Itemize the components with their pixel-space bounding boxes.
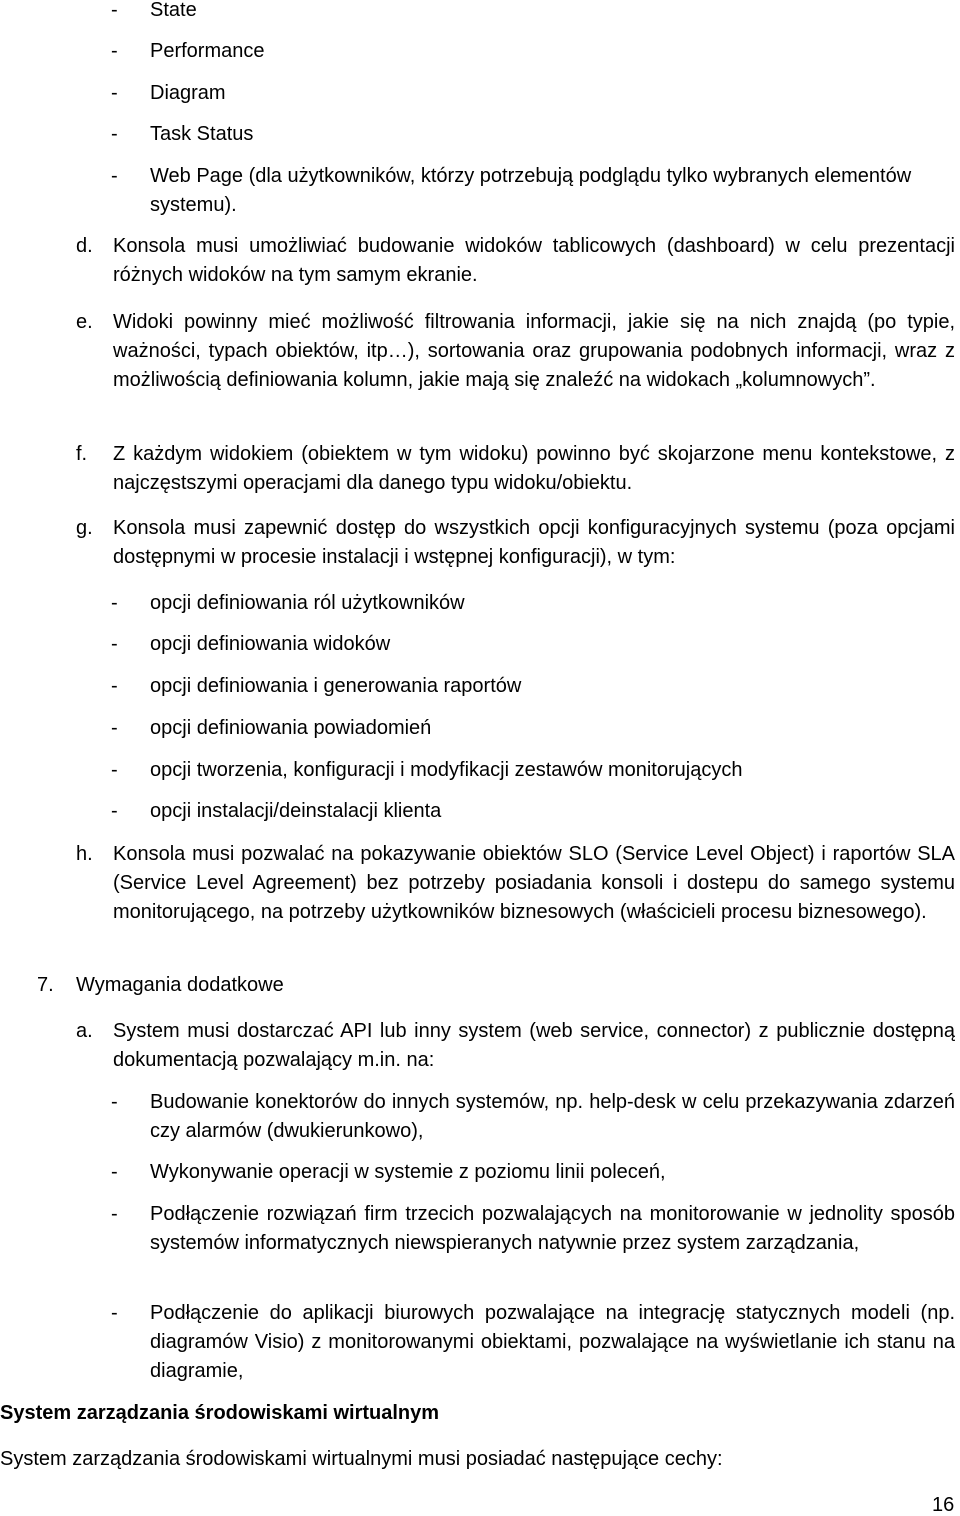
dash-marker: - (111, 592, 118, 614)
dash-marker: - (111, 1302, 118, 1324)
list-item: opcji definiowania widoków (150, 633, 391, 655)
dash-marker: - (111, 1203, 118, 1225)
list-item: Diagram (150, 82, 226, 104)
list-item: Podłączenie do aplikacji biurowych pozwalające na integrację statycznych modeli (np. diagramów Visio) z monitorowanymi obiektami, pozwalające na wyświetlanie ich stanu na diagramie, (150, 1302, 955, 1382)
section-title: Wymagania dodatkowe (76, 974, 284, 996)
list-item: opcji definiowania ról użytkowników (150, 592, 465, 614)
paragraph-g: Konsola musi zapewnić dostęp do wszystkich opcji konfiguracyjnych systemu (poza opcjami dostępnymi w procesie instalacji i wstępnej konfiguracji), w tym: (113, 517, 955, 568)
item-marker: a. (76, 1020, 93, 1042)
paragraph-h: Konsola musi pozwalać na pokazywanie obiektów SLO (Service Level Object) i raportów SLA (Service Level Agreement) bez potrzeby posiadania konsoli i dostepu do samego systemu monitorującego, na potrzeby użytkowników biznesowych (właścicieli procesu biznesowego). (113, 843, 955, 923)
dash-marker: - (111, 165, 118, 187)
item-marker: g. (76, 517, 93, 539)
item-marker: d. (76, 235, 93, 257)
page-number: 16 (932, 1494, 955, 1516)
paragraph-d: Konsola musi umożliwiać budowanie widoków tablicowych (dashboard) w celu prezentacji różnych widoków na tym samym ekranie. (113, 235, 955, 286)
dash-marker: - (111, 759, 118, 781)
paragraph-a: System musi dostarczać API lub inny system (web service, connector) z publicznie dostępną dokumentacją pozwalający m.in. na: (113, 1020, 955, 1071)
dash-marker: - (111, 633, 118, 655)
dash-marker: - (111, 123, 118, 145)
item-marker: h. (76, 843, 93, 865)
list-item: Budowanie konektorów do innych systemów, np. help-desk w celu przekazywania zdarzeń czy alarmów (dwukierunkowo), (150, 1091, 955, 1142)
paragraph-f: Z każdym widokiem (obiektem w tym widoku) powinno być skojarzone menu kontekstowe, z najczęstszymi operacjami dla danego typu widoku/obiektu. (113, 443, 955, 494)
section-heading: System zarządzania środowiskami wirtualnym (0, 1402, 440, 1424)
paragraph-e: Widoki powinny mieć możliwość filtrowania informacji, jakie się na nich znajdą (po typie, ważności, typach obiektów, itp…), sortowania oraz grupowania podobnych informacji, wraz z możliwością definiowania kolumn, jakie mają się znaleźć na widokach „kolumnowych”. (113, 311, 955, 391)
list-item: Performance (150, 40, 265, 62)
dash-marker: - (111, 675, 118, 697)
dash-marker: - (111, 800, 118, 822)
section-marker: 7. (37, 974, 54, 996)
intro-text: System zarządzania środowiskami wirtualnymi musi posiadać następujące cechy: (0, 1448, 723, 1470)
list-item: Podłączenie rozwiązań firm trzecich pozwalających na monitorowanie w jednolity sposób systemów informatycznych niewspieranych natywnie przez system zarządzania, (150, 1203, 955, 1254)
list-item: State (150, 0, 197, 21)
dash-marker: - (111, 0, 118, 21)
dash-marker: - (111, 1091, 118, 1113)
list-item: opcji definiowania i generowania raportów (150, 675, 522, 697)
list-item: opcji definiowania powiadomień (150, 717, 432, 739)
item-marker: f. (76, 443, 88, 465)
dash-marker: - (111, 1161, 118, 1183)
list-item: Web Page (dla użytkowników, którzy potrzebują podglądu tylko wybranych elementów systemu). (150, 165, 912, 216)
item-marker: e. (76, 311, 93, 333)
list-item: opcji instalacji/deinstalacji klienta (150, 800, 442, 822)
list-item: Wykonywanie operacji w systemie z poziomu linii poleceń, (150, 1161, 666, 1183)
list-item: Task Status (150, 123, 254, 145)
dash-marker: - (111, 717, 118, 739)
dash-marker: - (111, 40, 118, 62)
list-item: opcji tworzenia, konfiguracji i modyfikacji zestawów monitorujących (150, 759, 743, 781)
dash-marker: - (111, 82, 118, 104)
